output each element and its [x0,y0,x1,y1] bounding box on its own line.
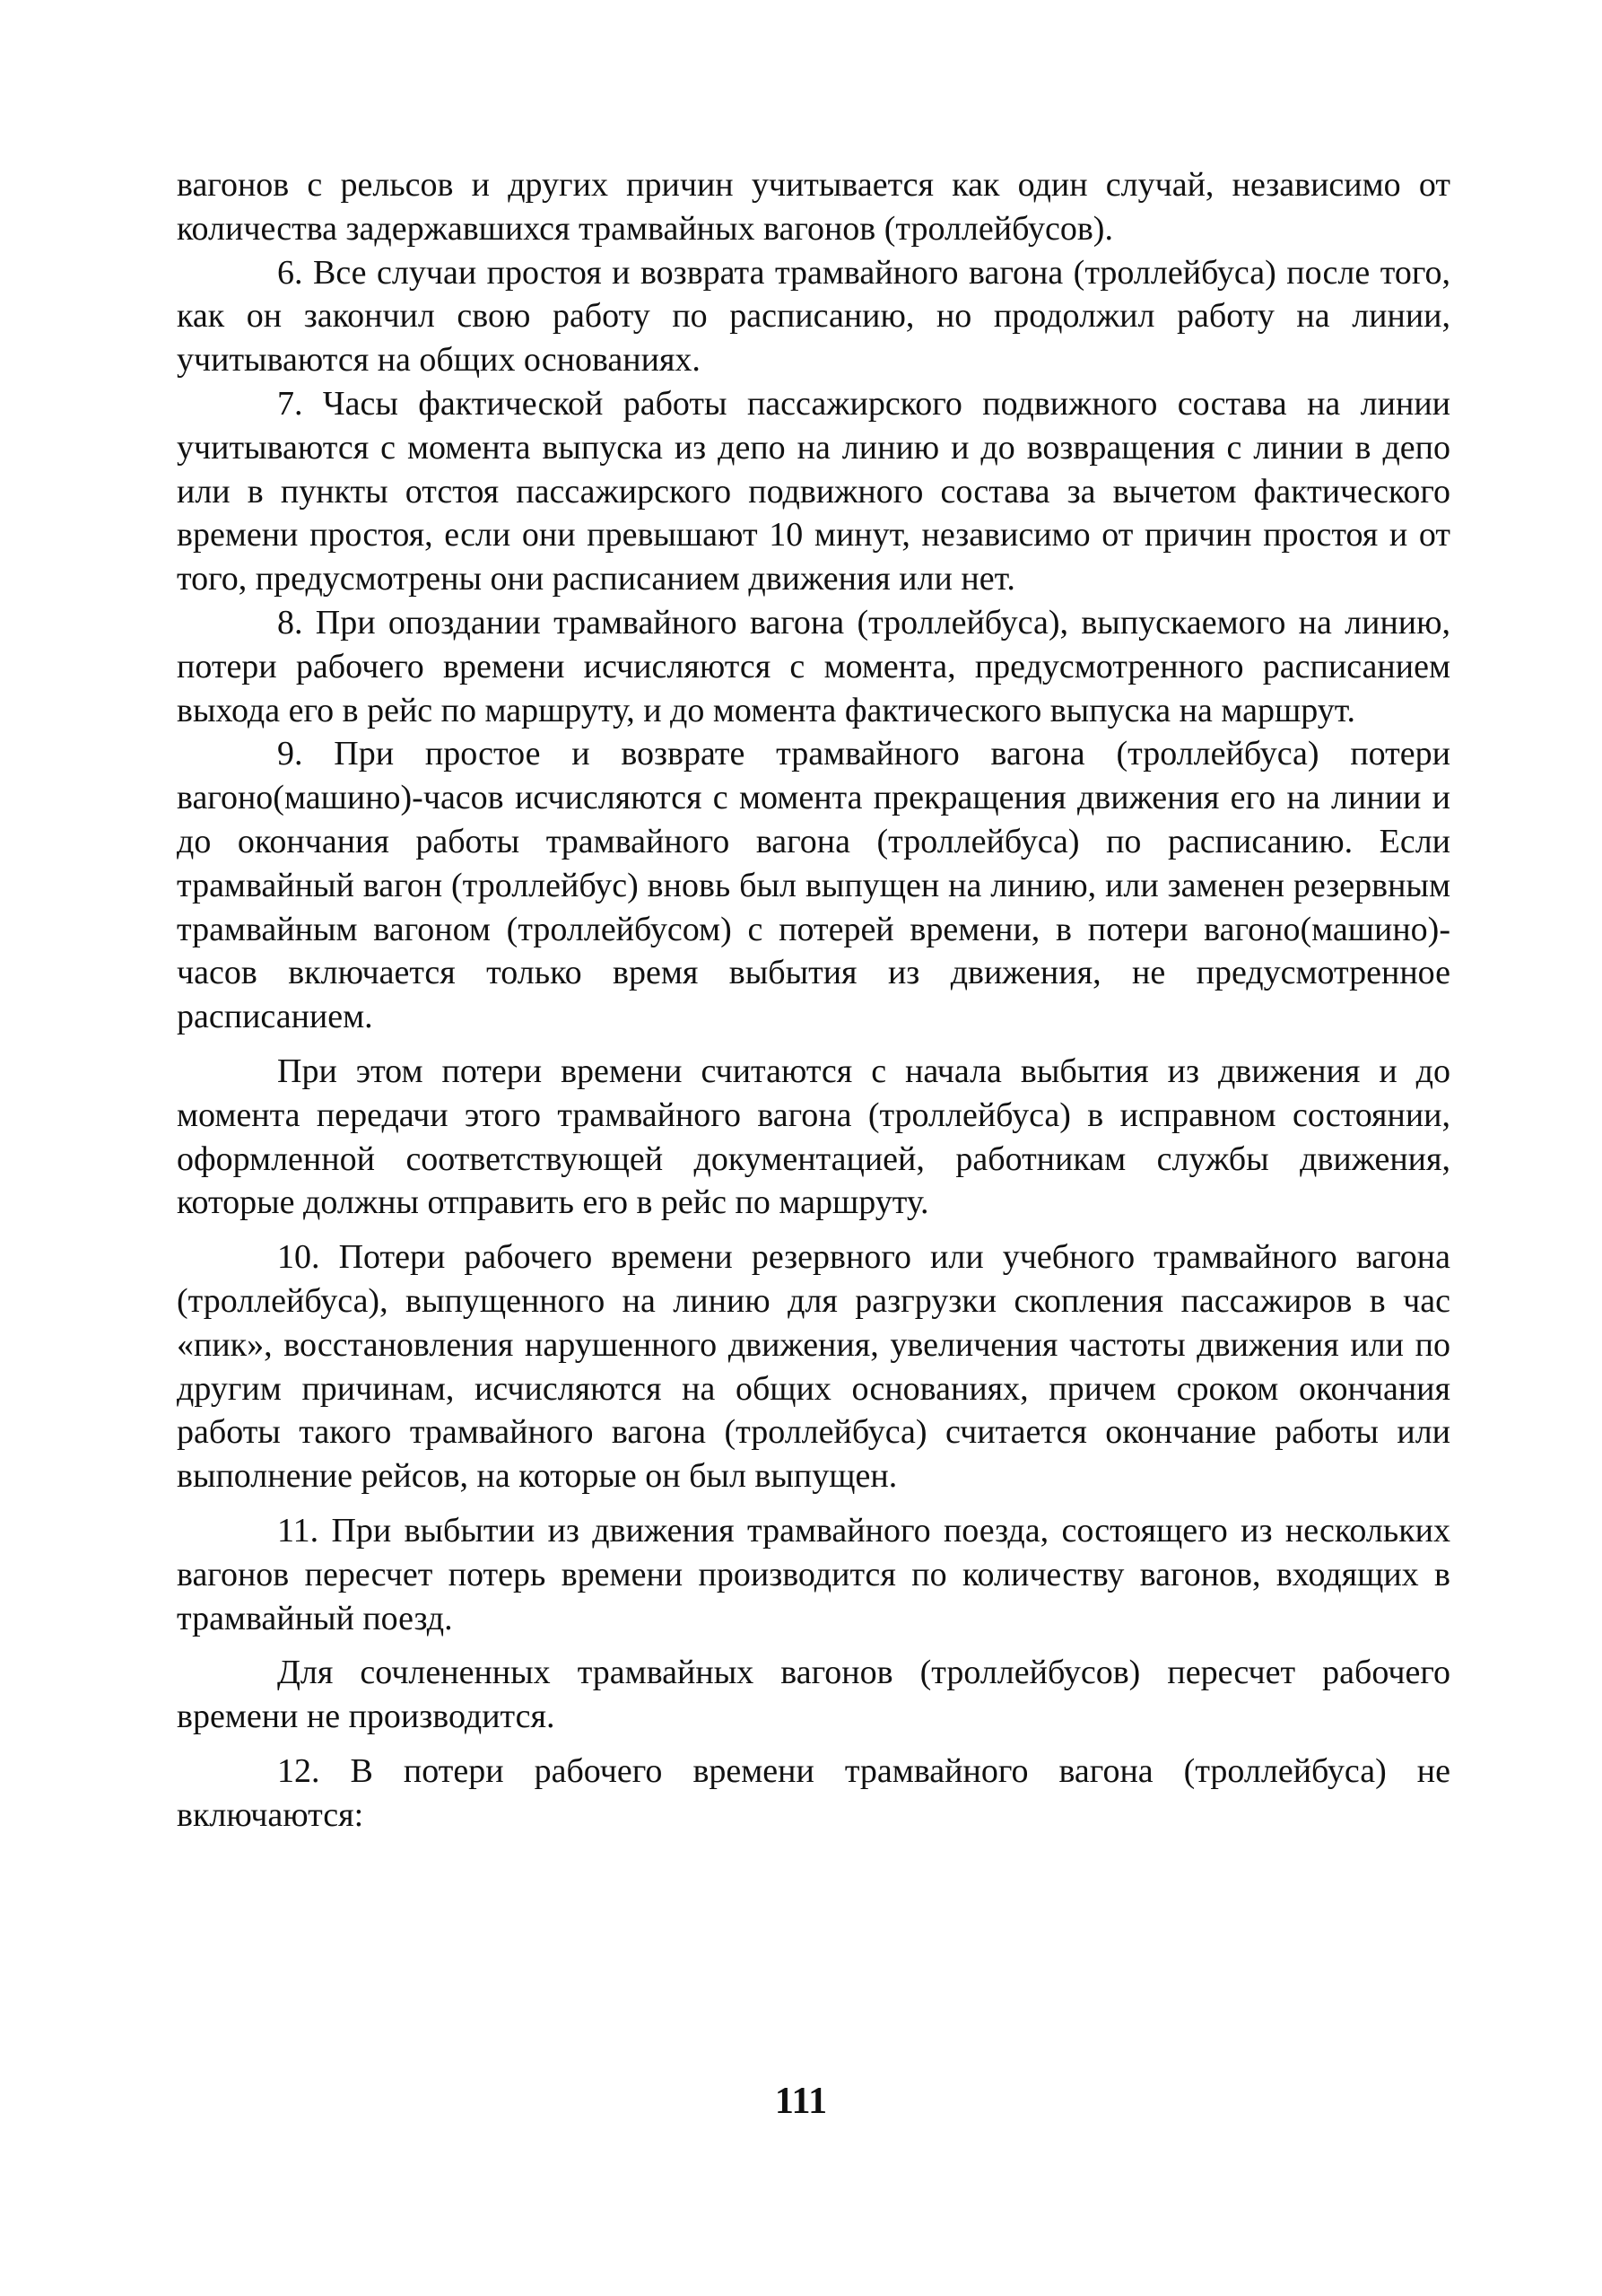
paragraph-item-10: 10. Потери рабочего времени резервного или учебного трамвайного вагона (троллейбуса), выпущенного на линию для разгрузки скопления пассажиров в час «пик», восстановления нарушенного движения, увеличения частоты движения или по другим причинам, исчисляются на общих основаниях, причем сроком окончания работы такого трамвайного вагона (троллейбуса) считается окончание работы или выполнение рейсов, на которые он был выпущен. [177,1238,1450,1496]
paragraph-item-11-note: Для сочлененных трамвайных вагонов (троллейбусов) пересчет рабочего времени не производится. [177,1654,1450,1736]
body-text [177,163,1450,1837]
page-number: 111 [774,2081,828,2122]
paragraph-item-6: 6. Все случаи простоя и возврата трамвайного вагона (троллейбуса) после того, как он закончил свою работу по расписанию, но продолжил работу на линии, учитываются на общих основаниях. [177,253,1450,380]
paragraph-continuation: вагонов с рельсов и других причин учитывается как один случай, независимо от количества задержавшихся трамвайных вагонов (троллейбусов). [177,166,1450,248]
paragraph-item-8: 8. При опоздании трамвайного вагона (троллейбуса), выпускаемого на линию, потери рабочего времени исчисляются с момента, предусмотренного расписанием выхода его в рейс по маршруту, и до момента фактического выпуска на маршрут. [177,603,1450,729]
paragraph-item-11: 11. При выбытии из движения трамвайного поезда, состоящего из нескольких вагонов пересчет потерь времени производится по количеству вагонов, входящих в трамвайный поезд. [177,1511,1450,1637]
paragraph-item-9: 9. При простое и возврате трамвайного вагона (троллейбуса) потери вагоно(машино)-часов исчисляются с момента прекращения движения его на линии и до окончания работы трамвайного вагона (троллейбуса) по расписанию. Если трамвайный вагон (троллейбус) вновь был выпущен на линию, или заменен резервным трамвайным вагоном (троллейбусом) с потерей времени, в потери вагоно(машино)-часов включается только время выбытия из движения, не предусмотренное расписанием. [177,735,1450,1036]
paragraph-item-12: 12. В потери рабочего времени трамвайного вагона (троллейбуса) не включаются: [177,1751,1450,1834]
paragraph-item-7: 7. Часы фактической работы пассажирского подвижного состава на линии учитываются с момента выпуска из депо на линию и до возвращения с линии в депо или в пункты отстоя пассажирского подвижного состава за вычетом фактического времени простоя, если они превышают 10 минут, независимо от причин простоя и от того, предусмотрены они расписанием движения или нет. [177,384,1450,598]
paragraph-item-9-note: При этом потери времени считаются с начала выбытия из движения и до момента передачи этого трамвайного вагона (троллейбуса) в исправном состоянии, оформленной соответствующей документацией, работникам службы движения, которые должны отправить его в рейс по маршруту. [177,1052,1450,1222]
